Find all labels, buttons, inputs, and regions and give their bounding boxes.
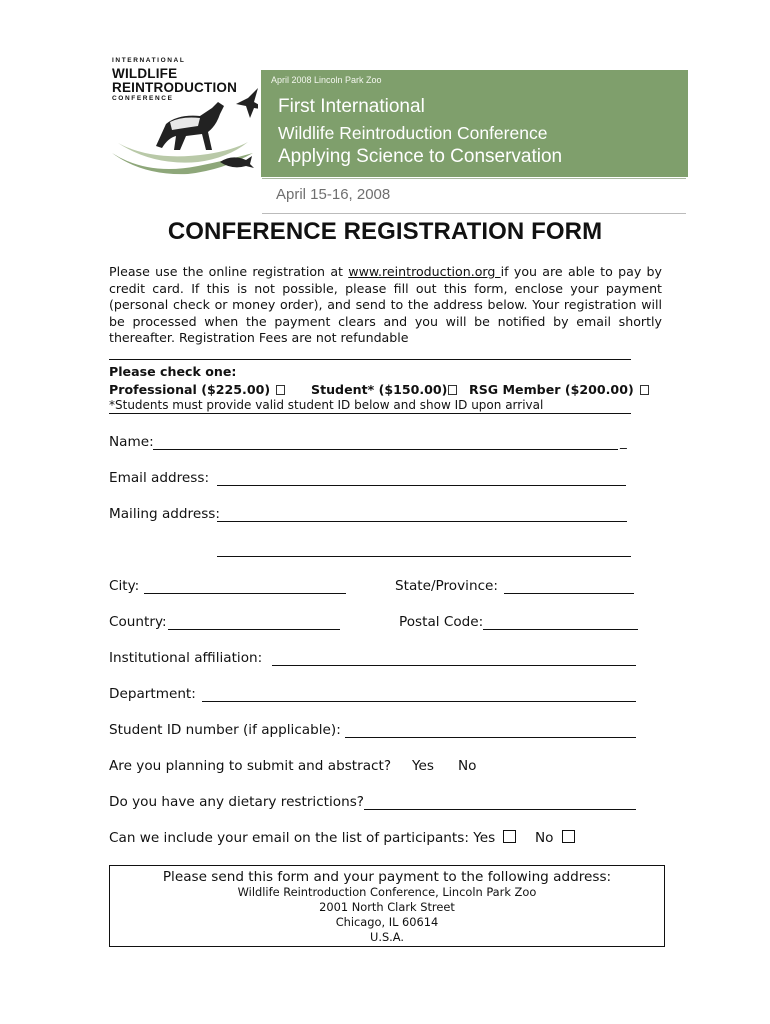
student-id-input[interactable]	[345, 737, 636, 738]
conference-date: April 15-16, 2008	[276, 186, 391, 203]
intro-text-end: if you are able to pay by credit card. If this is not possible, please fill out this form, enclose your payment (personal check or money order), and send to the address below. Your registration will be processed when the payment clears and you will be notified by email shortly thereafter. Registration Fees are not refundable	[109, 264, 663, 345]
address-line-3: Chicago, IL 60614	[335, 915, 439, 929]
affiliation-label: Institutional affiliation:	[109, 650, 263, 666]
abstract-yes-option[interactable]: Yes	[412, 758, 434, 774]
dietary-question: Do you have any dietary restrictions?	[109, 794, 365, 810]
state-label: State/Province:	[395, 578, 498, 594]
banner-line-1: First International	[278, 96, 425, 117]
fee-heading: Please check one:	[109, 364, 237, 379]
abstract-question: Are you planning to submit and abstract?	[109, 758, 392, 774]
banner-date: April 2008 Lincoln Park Zoo	[271, 75, 382, 85]
mailing-input-line-2[interactable]	[217, 556, 631, 557]
date-divider	[262, 213, 686, 214]
name-input[interactable]	[153, 449, 618, 450]
banner-line-3: Applying Science to Conservation	[278, 146, 563, 167]
address-heading: Please send this form and your payment to the following address:	[162, 869, 612, 885]
postal-label: Postal Code:	[399, 614, 484, 630]
fee-label-student: Student* ($150.00)	[311, 382, 448, 397]
fee-label-rsg: RSG Member ($200.00)	[469, 382, 634, 397]
participant-list-yes-checkbox[interactable]	[503, 830, 516, 843]
conference-header	[108, 58, 688, 178]
address-line-2: 2001 North Clark Street	[319, 900, 455, 914]
state-input[interactable]	[504, 593, 634, 594]
fee-option-student[interactable]	[311, 382, 457, 397]
intro-paragraph	[109, 264, 662, 347]
logo-text-international: INTERNATIONAL	[112, 57, 186, 64]
mailing-label: Mailing address:	[109, 506, 220, 522]
fee-option-professional[interactable]	[109, 382, 285, 397]
student-note: *Students must provide valid student ID below and show ID upon arrival	[109, 398, 631, 414]
abstract-no-option[interactable]: No	[458, 758, 477, 774]
rsg-checkbox[interactable]	[640, 385, 649, 395]
student-checkbox[interactable]	[448, 385, 457, 395]
country-input[interactable]	[168, 629, 340, 630]
participant-list-no-checkbox[interactable]	[562, 830, 575, 843]
participant-list-no-label: No	[535, 830, 554, 846]
form-title: CONFERENCE REGISTRATION FORM	[167, 218, 603, 245]
dietary-input[interactable]	[364, 809, 636, 810]
name-label: Name:	[109, 434, 154, 450]
logo-text-reintroduction: REINTRODUCTION	[112, 80, 238, 95]
mailing-address-box	[109, 865, 665, 947]
participant-list-no	[535, 830, 575, 846]
affiliation-input[interactable]	[272, 665, 636, 666]
professional-checkbox[interactable]	[276, 385, 285, 395]
participant-list-text: Can we include your email on the list of participants: Yes	[109, 830, 496, 846]
student-id-label: Student ID number (if applicable):	[109, 722, 341, 738]
fee-option-rsg[interactable]	[469, 382, 649, 397]
banner-line-2: Wildlife Reintroduction Conference	[278, 123, 548, 143]
intro-divider	[109, 359, 631, 360]
conference-banner	[261, 70, 688, 177]
intro-text-start: Please use the online registration at	[109, 264, 349, 279]
logo-text-wildlife: WILDLIFE	[112, 66, 178, 81]
participant-list-question	[109, 830, 516, 846]
city-input[interactable]	[144, 593, 346, 594]
city-label: City:	[109, 578, 140, 594]
address-line-1: Wildlife Reintroduction Conference, Lincoln Park Zoo	[237, 885, 537, 899]
country-label: Country:	[109, 614, 167, 630]
conference-logo	[108, 58, 258, 178]
logo-text-conference: CONFERENCE	[112, 95, 174, 102]
fee-label-professional: Professional ($225.00)	[109, 382, 271, 397]
header-divider	[262, 178, 686, 179]
department-input[interactable]	[202, 701, 636, 702]
registration-link[interactable]: www.reintroduction.org	[348, 264, 501, 279]
name-line-tail: _	[620, 434, 627, 450]
address-line-4: U.S.A.	[369, 930, 405, 944]
mailing-input-line-1[interactable]	[217, 521, 627, 522]
email-input[interactable]	[217, 485, 626, 486]
email-label: Email address:	[109, 470, 210, 486]
postal-input[interactable]	[483, 629, 638, 630]
department-label: Department:	[109, 686, 196, 702]
